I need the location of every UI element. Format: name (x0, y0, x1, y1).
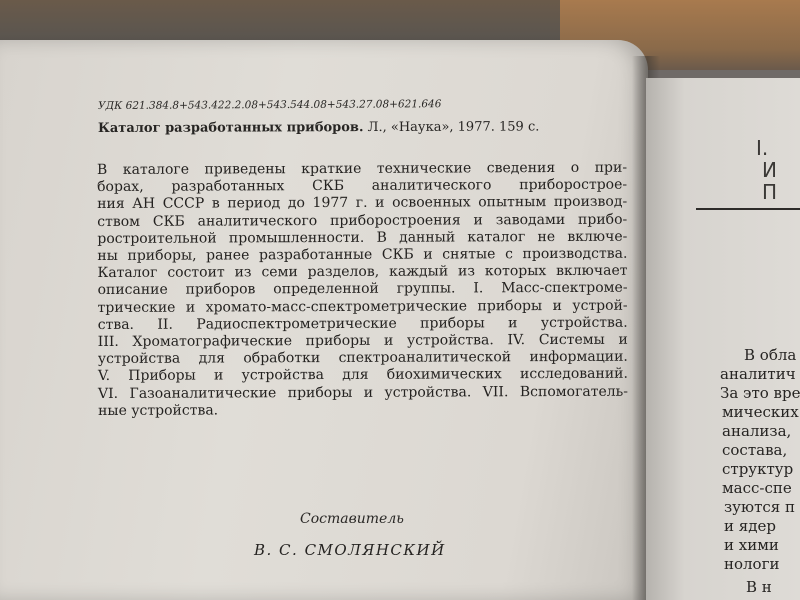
abstract-line: трические и хромато-масс-спектрометрические приборы и устрой- (97, 297, 628, 316)
compiler-label: Составитель (300, 511, 404, 527)
right-page-line: нологи (724, 555, 780, 573)
right-page-heading: П (762, 180, 778, 204)
abstract-line: ства. II. Радиоспектрометрические приборы и устройства. (97, 314, 628, 333)
abstract-line: ные устройства. (98, 402, 219, 419)
right-page-line: анализа, (722, 422, 792, 440)
abstract-line: ством СКБ аналитического приборостроения и заводами прибо- (97, 211, 628, 230)
right-page-line: состава, (722, 441, 788, 459)
right-page-line: мических (722, 403, 799, 421)
right-page-line: аналитич (720, 365, 796, 383)
catalog-imprint: Л., «Наука», 1977. 159 с. (367, 119, 540, 136)
abstract-line: III. Хроматографические приборы и устройства. IV. Системы и (97, 331, 628, 351)
abstract-line: V. Приборы и устройства для биохимических исследований. (97, 366, 628, 385)
right-page-heading: И (762, 158, 777, 182)
abstract-paragraph (97, 160, 628, 420)
compiler-name: В. С. СМОЛЯНСКИЙ (254, 541, 446, 559)
right-page-line: масс-спе (722, 479, 792, 497)
catalog-citation (98, 119, 539, 136)
catalog-title: Каталог разработанных приборов. (98, 120, 364, 136)
right-page-line: и хими (724, 536, 779, 554)
right-page (646, 78, 800, 600)
abstract-line: ны приборы, ранее разработанные СКБ и снятые с производства. (97, 245, 628, 265)
right-page-line: В н (746, 578, 772, 596)
right-page-line: структур (722, 460, 794, 478)
abstract-line: описание приборов определенной группы. I. Масс-спектроме- (97, 280, 628, 299)
right-page-line: и ядер (724, 517, 776, 535)
abstract-line: Каталог состоит из семи разделов, каждый из которых включает (97, 262, 628, 282)
abstract-line: ния АН СССР в период до 1977 г. и освоенных опытным производ- (97, 194, 628, 213)
right-page-line: За это вре (720, 384, 800, 402)
right-page-line: В обла (744, 346, 797, 364)
abstract-line: борах, разработанных СКБ аналитического приборострое- (97, 176, 628, 196)
abstract-line: В каталоге приведены краткие технические сведения о при- (97, 159, 628, 178)
right-page-rule (696, 208, 800, 210)
udk-classification: УДК 621.384.8+543.422.2.08+543.544.08+543.27.08+621.646 (98, 98, 442, 112)
abstract-line: устройства для обработки спектроаналитической информации. (97, 348, 628, 368)
right-page-line: зуются п (724, 498, 795, 516)
abstract-line: ростроительной промышленности. В данный каталог не включе- (97, 228, 628, 247)
right-page-heading: I. (756, 136, 769, 160)
abstract-line: VI. Газоаналитические приборы и устройства. VII. Вспомогатель- (97, 383, 629, 402)
